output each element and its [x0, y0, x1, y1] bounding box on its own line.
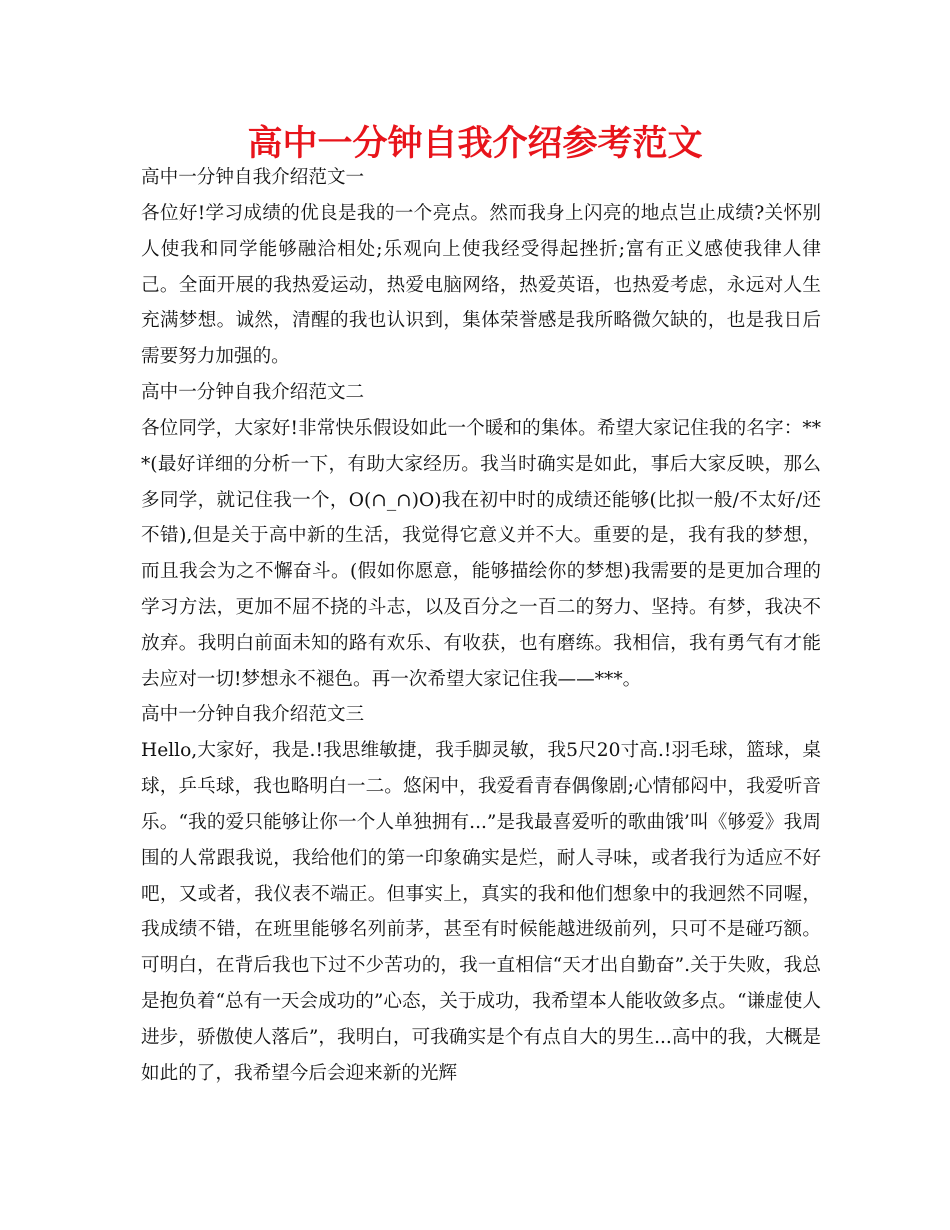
- section-paragraph: Hello,大家好，我是.!我思维敏捷，我手脚灵敏，我5尺20寸高.!羽毛球，篮球，桌球，乒乓球，我也略明白一二。悠闲中，我爱看青春偶像剧;心情郁闷中，我爱听音乐。“我的爱只能够让你一个人单独拥有...”是我最喜爱听的歌曲饿’叫《够爱》我周围的人常跟我说，我给他们的第一印象确实是烂，耐人寻味，或者我行为适应不好吧，又或者，我仪表不端正。但事实上，真实的我和他们想象中的我迥然不同喔，我成绩不错，在班里能够名列前茅，甚至有时候能越进级前列，只可不是碰巧额。可明白，在背后我也下过不少苦功的，我一直相信“天才出自勤奋”.关于失败，我总是抱负着“总有一天会成功的”心态，关于成功，我希望本人能收敛多点。“谦虚使人进步，骄傲使人落后”，我明白，可我确实是个有点自大的男生...高中的我，大概是如此的了，我希望今后会迎来新的光辉: [141, 740, 821, 1084]
- section-2: [141, 375, 821, 697]
- section-heading: 高中一分钟自我介绍范文三: [141, 704, 365, 726]
- section-paragraph: 各位好!学习成绩的优良是我的一个亮点。然而我身上闪亮的地点岂止成绩?关怀别人使我和同学能够融洽相处;乐观向上使我经受得起挫折;富有正义感使我律人律己。全面开展的我热爱运动，热爱电脑网络，热爱英语，也热爱考虑，永远对人生充满梦想。诚然，清醒的我也认识到，集体荣誉感是我所略微欠缺的，也是我日后需要努力加强的。: [141, 203, 821, 368]
- section-heading: 高中一分钟自我介绍范文二: [141, 381, 365, 403]
- section-heading: 高中一分钟自我介绍范文一: [141, 167, 365, 188]
- section-3: [141, 697, 821, 1091]
- document-title: 高中一分钟自我介绍参考范文: [247, 124, 703, 164]
- document-body: [141, 160, 821, 1091]
- section-paragraph: 各位同学，大家好!非常快乐假设如此一个暖和的集体。希望大家记住我的名字：***(最好详细的分析一下，有助大家经历。我当时确实是如此，事后大家反映，那么多同学，就记住我一个，O(∩_∩)O)我在初中时的成绩还能够(比拟一般/不太好/还不错),但是关于高中新的生活，我觉得它意义并不大。重要的是，我有我的梦想，而且我会为之不懈奋斗。(假如你愿意，能够描绘你的梦想)我需要的是更加合理的学习方法，更加不屈不挠的斗志，以及百分之一百二的努力、坚持。有梦，我决不放弃。我明白前面未知的路有欢乐、有收获，也有磨练。我相信，我有勇气有才能去应对一切!梦想永不褪色。再一次希望大家记住我——***。: [141, 417, 821, 690]
- section-1: [141, 160, 821, 375]
